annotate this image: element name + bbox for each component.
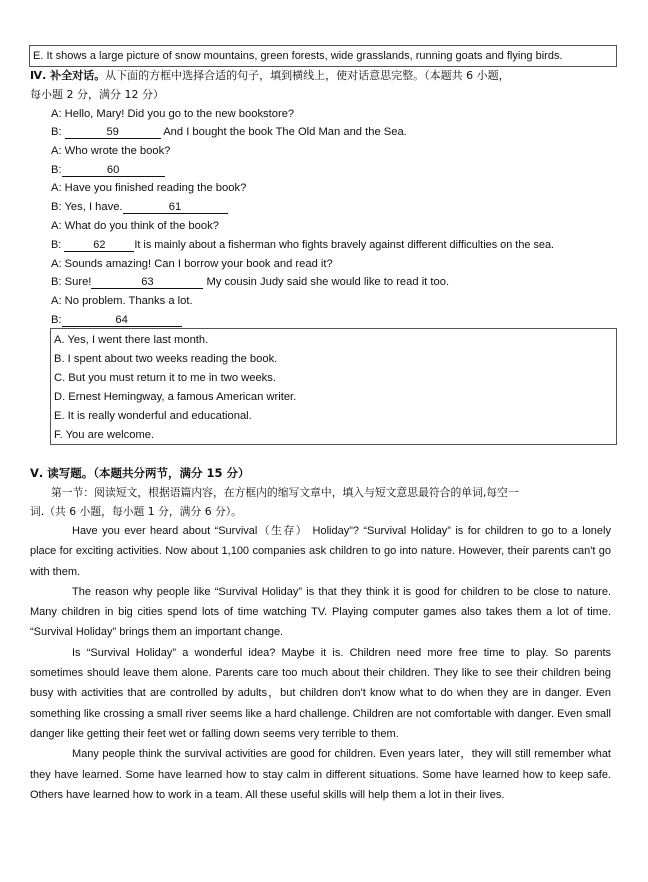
dialogue-line-6: B: Yes, I have. 61 [51,200,228,214]
dialogue-line-7: A: What do you think of the book? [51,220,219,232]
option-d: D. Ernest Hemingway, a famous American writer. [54,391,297,403]
dialogue-line-3: A: Who wrote the book? [51,145,171,157]
section5-part1-b: 词.（共 6 小题，每小题 1 分，满分 6 分）。 [30,505,242,518]
option-e-text: E. It shows a large picture of snow mountains, green forests, wide grasslands, running goats and flying birds. [33,50,563,62]
dialogue-line-4: B: 60 [51,163,165,177]
section4-header [30,69,510,83]
dialogue-line-12: B: 64 [51,313,182,327]
dialogue-line-11: A: No problem. Thanks a lot. [51,295,193,307]
blank-62[interactable]: 62 [64,239,134,252]
option-b: B. I spent about two weeks reading the book. [54,353,278,365]
dialogue-line-8: B: 62 It is mainly about a fisherman who fights bravely against different difficulties on the sea. [51,239,555,251]
option-e: E. It is really wonderful and educational. [54,410,252,422]
section5-part1-a: 第一节：阅读短文，根据语篇内容，在方框内的缩写文章中，填入与短文意思最符合的单词,每空一 [51,486,519,499]
dialogue-line-10: B: Sure! 63 My cousin Judy said she would like to read it too. [51,276,450,288]
reading-passage [30,521,611,805]
passage-paragraph-4: Many people think the survival activities are good for children. Even years later，they will still remember what they have learned. Some have learned how to stay calm in different situations. Some have learned how to keep safe. Others have learned how to work in a team. All these useful skills will help them a lot in their lives. [30,748,611,801]
blank-64[interactable]: 64 [62,314,182,327]
section4-title: Ⅳ. 补全对话。 [30,69,106,82]
blank-61[interactable]: 61 [123,201,228,214]
option-e-box [29,45,617,67]
section5-title: Ⅴ. 读写题。（本题共分两节，满分 15 分） [30,466,250,480]
blank-59[interactable]: 59 [65,126,161,139]
blank-63[interactable]: 63 [91,276,203,289]
dialogue-line-1: A: Hello, Mary! Did you go to the new bookstore? [51,108,295,120]
blank-60[interactable]: 60 [62,164,165,177]
dialogue-line-2: B: 59 And I bought the book The Old Man and the Sea. [51,126,407,138]
option-c: C. But you must return it to me in two weeks. [54,372,276,384]
passage-paragraph-3: Is “Survival Holiday” a wonderful idea? Maybe it is. Children need more free time to play. So parents sometimes should leave them alone. Parents care too much about their children. They like to see their children being busy with activities that are controlled by adults，but children don't know what to do when they are in danger. Even something like crossing a small river seems like a hard challenge. Children are not comfortable with danger. Even small danger like getting their feet wet or falling down seems very terrible to them. [30,646,611,740]
dialogue-line-9: A: Sounds amazing! Can I borrow your book and read it? [51,258,333,270]
section4-instruction-2: 每小题 2 分，满分 12 分） [30,88,164,101]
section4-instruction-1: 从下面的方框中选择合适的句子，填到横线上，使对话意思完整。（本题共 6 小题， [105,69,510,82]
option-f: F. You are welcome. [54,429,155,441]
dialogue-line-5: A: Have you finished reading the book? [51,182,247,194]
option-a: A. Yes, I went there last month. [54,334,209,346]
passage-paragraph-1: Have you ever heard about “Survival（生存） Holiday”? “Survival Holiday” is for children to go to a lonely place for exciting activities. Now about 1,100 companies ask children to go into nature. However, their parents can't go with them. [30,525,611,578]
options-box [50,328,617,445]
passage-paragraph-2: The reason why people like “Survival Holiday” is that they think it is good for children to be close to nature. Many children in big cities spend lots of time watching TV. Playing computer games also takes them a lot of time. “Survival Holiday” brings them an important change. [30,585,611,639]
